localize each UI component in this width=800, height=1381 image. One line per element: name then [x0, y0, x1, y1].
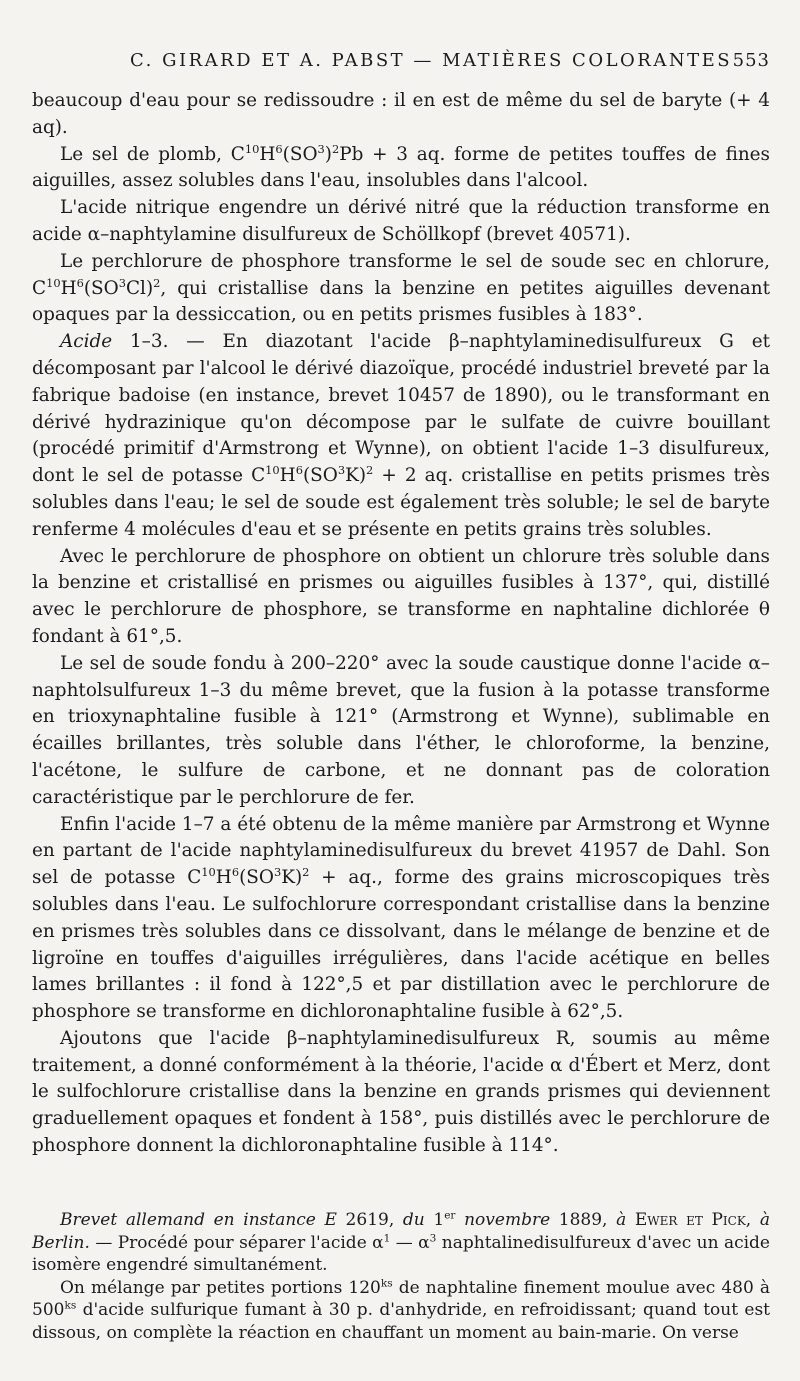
- paragraph-acid-r: Ajoutons que l'acide β–naphtylaminedisulfureux R, soumis au même traitement, a donné conformément à la théorie, l'acide α d'Ébert et Merz, dont le sulfochlorure cristallise dans la benzine en grands prismes qui deviennent graduellement opaques et fondent à 158°, puis distillés avec le perchlorure de phosphore donnent la dichloronaphtaline fusible à 114°.: [32, 1027, 770, 1157]
- running-header: [0, 50, 800, 78]
- paragraph-soda-fusion: Le sel de soude fondu à 200–220° avec la soude caustique donne l'acide α–naphtolsulfureux 1–3 du même brevet, que la fusion à la potasse transforme en trioxynaphtaline fusible à 121° (Armstrong et Wynne), sublimable en écailles brillantes, très soluble dans l'éther, le chloroforme, la benzine, l'acétone, le sulfure de carbone, et ne donnant pas de coloration caractéristique par le perchlorure de fer.: [32, 652, 770, 808]
- paragraph-perchloride: Le perchlorure de phosphore transforme le sel de soude sec en chlorure, $C^{10}H^6(SO^3Cl)^2$, qui cristallise dans la benzine en petites aiguilles devenant opaques par la dessiccation, ou en petits prismes fusibles à 183°.: [32, 250, 770, 326]
- paragraph-acid-1-7: Enfin l'acide 1–7 a été obtenu de la même manière par Armstrong et Wynne en partant de l'acide naphtylaminedisulfureux du brevet 41957 de Dahl. Son sel de potasse $C^{10}H^6(SO^3K)^2$ + aq., forme des grains microscopiques très solubles dans l'eau. Le sulfochlorure correspondant cristallise dans la benzine en prismes très solubles dans ce dissolvant, dans le mélange de benzine et de ligroïne en touffes d'aiguilles irrégulières, dans l'acide acétique en belles lames brillantes : il fond à 122°,5 et par distillation avec le perchlorure de phosphore se transforme en dichloronaphtaline fusible à 62°,5.: [32, 813, 770, 1023]
- paragraph-acid-1-3: Acide 1–3. — En diazotant l'acide β–naphtylaminedisulfureux G et décomposant par l'alcool le dérivé diazoïque, procédé industriel breveté par la fabrique badoise (en instance, brevet 10457 de 1890), ou le transformant en dérivé hydrazinique qu'on décompose par le sulfate de cuivre bouillant (procédé primitif d'Armstrong et Wynne), on obtient l'acide 1–3 disulfureux, dont le sel de potasse $C^{10}H^6(SO^3K)^2 + 2$ aq. cristallise en petits prismes très solubles dans l'eau; le sel de soude est également très soluble; le sel de baryte renferme 4 molécules d'eau et se présente en petits grains très solubles.: [32, 331, 770, 540]
- patent-title: Brevet allemand en instance E 2619, du 1er novembre 1889, à Ewer et Pick, à Berlin. — Procédé pour séparer l'acide $\alpha^1$ — $\alpha^3$ naphtalinedisulfureux d'avec un acide isomère engendré simultanément.: [32, 1209, 770, 1275]
- running-title: C. GIRARD ET A. PABST — MATIÈRES COLORANTES: [130, 50, 733, 71]
- paragraph-nitric-acid: L'acide nitrique engendre un dérivé nitré que la réduction transforme en acide α–naphtylamine disulfureux de Schöllkopf (brevet 40571).: [32, 197, 770, 245]
- page-number: 553: [732, 50, 770, 71]
- patent-procedure: On mélange par petites portions $120^{ks}$ de naphtaline finement moulue avec 480 à $500^{ks}$ d'acide sulfurique fumant à 30 p. d'anhydride, en refroidissant; quand tout est dissous, on complète la réaction en chauffant un moment au bain-marie. On verse: [32, 1276, 771, 1343]
- paragraph-continuation: beaucoup d'eau pour se redissoudre : il en est de même du sel de baryte (+ 4 aq).: [32, 90, 770, 138]
- main-text: [32, 88, 770, 1160]
- patent-note: [32, 1209, 770, 1344]
- paragraph-lead-salt: Le sel de plomb, $C^{10}H^6(SO^3)^2Pb + 3$ aq. forme de petites touffes de fines aiguilles, assez solubles dans l'eau, insolubles dans l'alcool.: [32, 141, 770, 192]
- paragraph-chloride: Avec le perchlorure de phosphore on obtient un chlorure très soluble dans la benzine et cristallisé en prismes ou aiguilles fusibles à 137°, qui, distillé avec le perchlorure de phosphore, se transforme en naphtaline dichlorée θ fondant à 61°,5.: [32, 545, 770, 647]
